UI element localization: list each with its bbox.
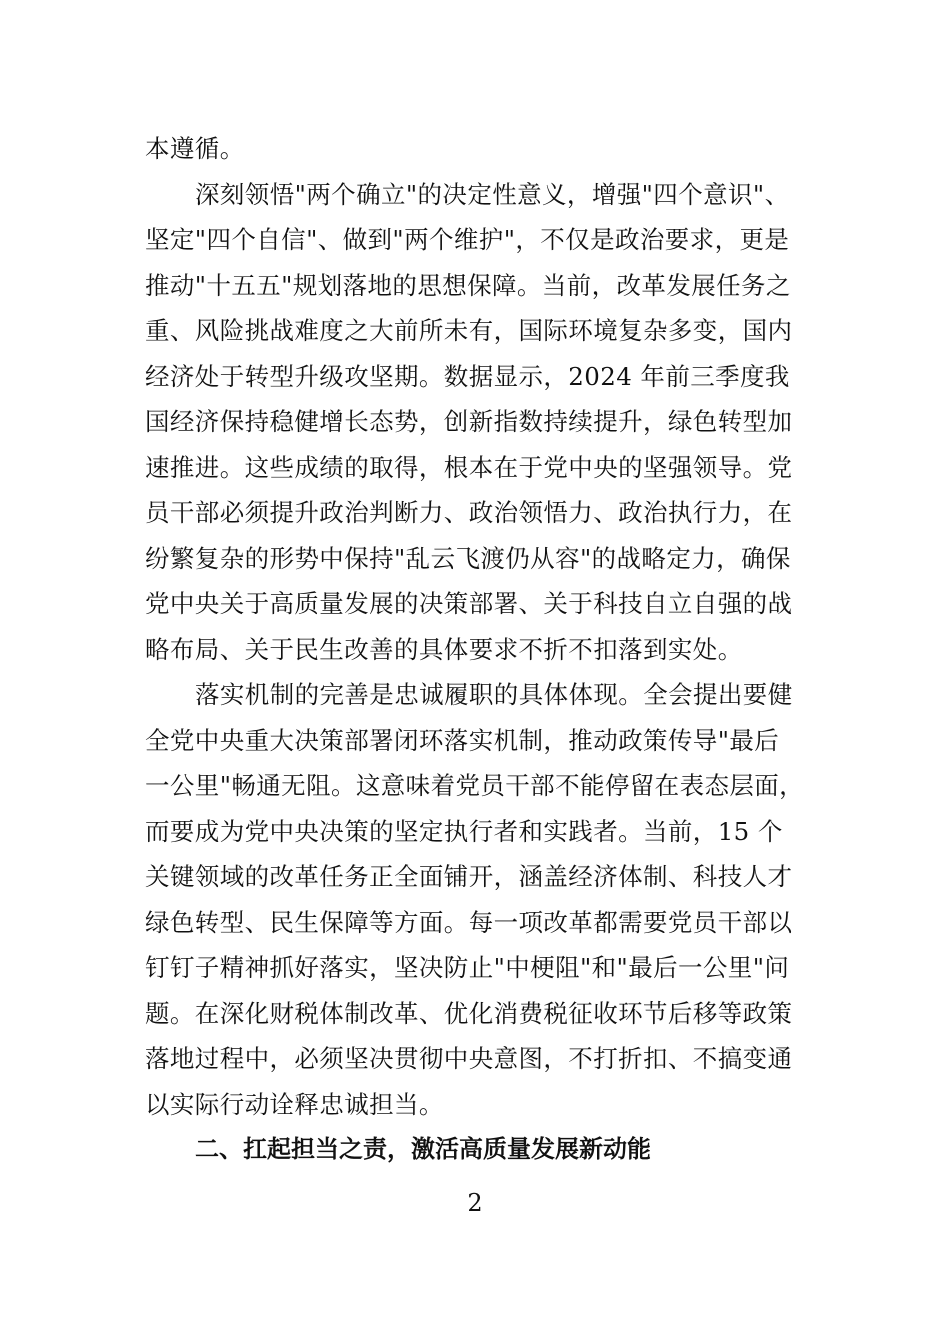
text-line: 坚定"四个自信"、做到"两个维护"，不仅是政治要求，更是 — [145, 225, 790, 254]
text-line: 而要成为党中央决策的坚定执行者和实践者。当前，15 个 — [145, 816, 783, 846]
text-line: 关键领域的改革任务正全面铺开，涵盖经济体制、科技人才 — [145, 862, 793, 891]
text-line: 速推进。这些成绩的取得，根本在于党中央的坚强领导。党 — [145, 452, 793, 482]
text-line: 深刻领悟"两个确立"的决定性意义，增强"四个意识"、 — [195, 179, 790, 209]
text-line: 经济处于转型升级攻坚期。数据显示，2024 年前三季度我 — [145, 361, 790, 391]
text-line: 全党中央重大决策部署闭环落实机制，推动政策传导"最后 — [145, 725, 780, 755]
text-line: 落实机制的完善是忠诚履职的具体体现。全会提出要健 — [195, 680, 793, 709]
text-line: 员干部必须提升政治判断力、政治领悟力、政治执行力，在 — [145, 498, 793, 527]
text-line: 推动"十五五"规划落地的思想保障。当前，改革发展任务之 — [145, 270, 791, 300]
text-line: 国经济保持稳健增长态势，创新指数持续提升，绿色转型加 — [145, 407, 793, 436]
text-line: 落地过程中，必须坚决贯彻中央意图，不打折扣、不搞变通 — [145, 1044, 793, 1073]
paragraph-3 — [145, 672, 810, 1127]
text-line: 党中央关于高质量发展的决策部署、关于科技自立自强的战 — [145, 589, 793, 618]
paragraph-2 — [145, 172, 810, 673]
text-line: 纷繁复杂的形势中保持"乱云飞渡仍从容"的战略定力，确保 — [145, 543, 791, 573]
text-line: 重、风险挑战难度之大前所未有，国际环境复杂多变，国内 — [145, 316, 793, 345]
text-line: 以实际行动诠释忠诚担当。 — [145, 1089, 444, 1119]
text-line: 题。在深化财税体制改革、优化消费税征收环节后移等政策 — [145, 998, 793, 1028]
text-line: 钉钉子精神抓好落实，坚决防止"中梗阻"和"最后一公里"问 — [145, 953, 790, 982]
paragraph-1 — [145, 126, 810, 172]
page-number: 2 — [467, 1189, 483, 1217]
section-heading: 二、扛起担当之责，激活高质量发展新动能 — [195, 1135, 651, 1163]
document-body — [145, 126, 810, 1173]
text-line: 绿色转型、民生保障等方面。每一项改革都需要党员干部以 — [145, 907, 793, 937]
text-line: 本遵循。 — [145, 134, 245, 163]
text-line: 略布局、关于民生改善的具体要求不折不扣落到实处。 — [145, 634, 743, 664]
text-line: 一公里"畅通无阻。这意味着党员干部不能停留在表态层面， — [145, 771, 805, 800]
